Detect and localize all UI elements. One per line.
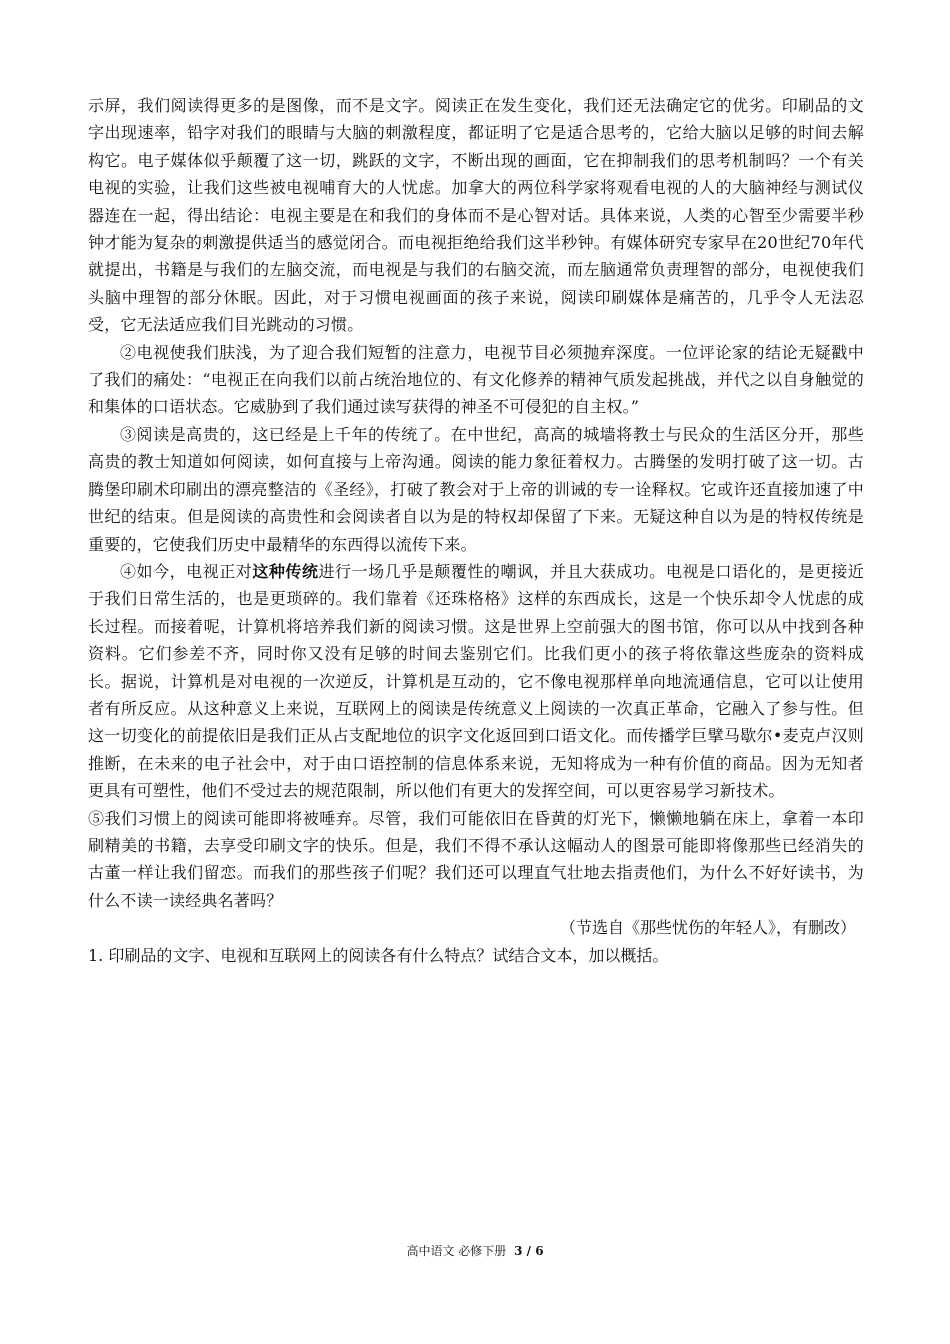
paragraph-1-continued: 示屏，我们阅读得更多的是图像，而不是文字。阅读正在发生变化，我们还无法确定它的优劣。印刷品的文字出现速率，铅字对我们的眼睛与大脑的刺激程度，都证明了它是适合思考的，它给大脑以足够的时间去解构它。电子媒体似乎颠覆了这一切，跳跃的文字，不断出现的画面，它在抑制我们的思考机制吗？一个有关电视的实验，让我们这些被电视哺育大的人忧虑。加拿大的两位科学家将观看电视的人的大脑神经与测试仪器连在一起，得出结论：电视主要是在和我们的身体而不是心智对话。具体来说，人类的心智至少需要半秒钟才能为复杂的刺激提供适当的感觉闭合。而电视拒绝给我们这半秒钟。有媒体研究专家早在20世纪70年代就提出，书籍是与我们的左脑交流，而电视是与我们的右脑交流，而左脑通常负责理智的部分，电视使我们头脑中理智的部分休眠。因此，对于习惯电视画面的孩子来说，阅读印刷媒体是痛苦的，几乎令人无法忍受，它无法适应我们目光跳动的习惯。: [88, 96, 864, 335]
paragraph-4-lead: ④如今，电视正对: [120, 561, 253, 581]
question-1: 1. 印刷品的文字、电视和互联网上的阅读各有什么特点？试结合文本，加以概括。: [88, 945, 669, 965]
source-citation: （节选自《那些忧伤的年轻人》，有删改）: [559, 918, 856, 938]
footer-label: 高中语文 必修下册: [406, 1244, 507, 1258]
page-number: 3 / 6: [514, 1244, 544, 1258]
emphasized-phrase: 这种传统: [252, 561, 319, 581]
paragraph-5: ⑤我们习惯上的阅读可能即将被唾弃。尽管，我们可能依旧在昏黄的灯光下，懒懒地躺在床上，拿着一本印刷精美的书籍，去享受印刷文字的快乐。但是，我们不得不承认这幅动人的图景可能即将像那些已经消失的古董一样让我们留恋。而我们的那些孩子们呢？我们还可以理直气壮地去指责他们，为什么不好好读书，为什么不读一读经典名著吗？: [88, 808, 864, 910]
paragraph-4: [88, 558, 864, 805]
passage-body: [88, 92, 864, 969]
paragraph-4-rest: 进行一场几乎是颠覆性的嘲讽，并且大获成功。电视是口语化的，是更接近于我们日常生活的，也是更琐碎的。我们靠着《还珠格格》这样的东西成长，这是一个快乐却令人忧虑的成长过程。而接着呢，计算机将培养我们新的阅读习惯。这是世界上空前强大的图书馆，你可以从中找到各种资料。它们参差不齐，同时你又没有足够的时间去鉴别它们。比我们更小的孩子将依靠这些庞杂的资料成长。据说，计算机是对电视的一次逆反，计算机是互动的，它不像电视那样单向地流通信息，它可以让使用者有所反应。从这种意义上来说，互联网上的阅读是传统意义上阅读的一次真正革命，它融入了参与性。但这一切变化的前提依旧是我们正从占支配地位的识字文化返回到口语文化。而传播学巨擘马歇尔•麦克卢汉则推断，在未来的电子社会中，对于由口语控制的信息体系来说，无知将成为一种有价值的商品。因为无知者更具有可塑性，他们不受过去的规范限制，所以他们有更大的发挥空间，可以更容易学习新技术。: [88, 561, 864, 801]
page-footer: [0, 1243, 950, 1259]
paragraph-3: ③阅读是高贵的，这已经是上千年的传统了。在中世纪，高高的城墙将教士与民众的生活区分开，那些高贵的教士知道如何阅读，如何直接与上帝沟通。阅读的能力象征着权力。古腾堡的发明打破了这一切。古腾堡印刷术印刷出的漂亮整洁的《圣经》，打破了教会对于上帝的训诫的专一诠释权。它或许还直接加速了中世纪的结束。但是阅读的高贵性和会阅读者自以为是的特权却保留了下来。无疑这种自以为是的特权传统是重要的，它使我们历史中最精华的东西得以流传下来。: [88, 424, 864, 554]
paragraph-2: ②电视使我们肤浅，为了迎合我们短暂的注意力，电视节目必须抛弃深度。一位评论家的结论无疑戳中了我们的痛处：“电视正在向我们以前占统治地位的、有文化修养的精神气质发起挑战，并代之以自身触觉的和集体的口语状态。它威胁到了我们通过读写获得的神圣不可侵犯的自主权。”: [88, 342, 864, 417]
